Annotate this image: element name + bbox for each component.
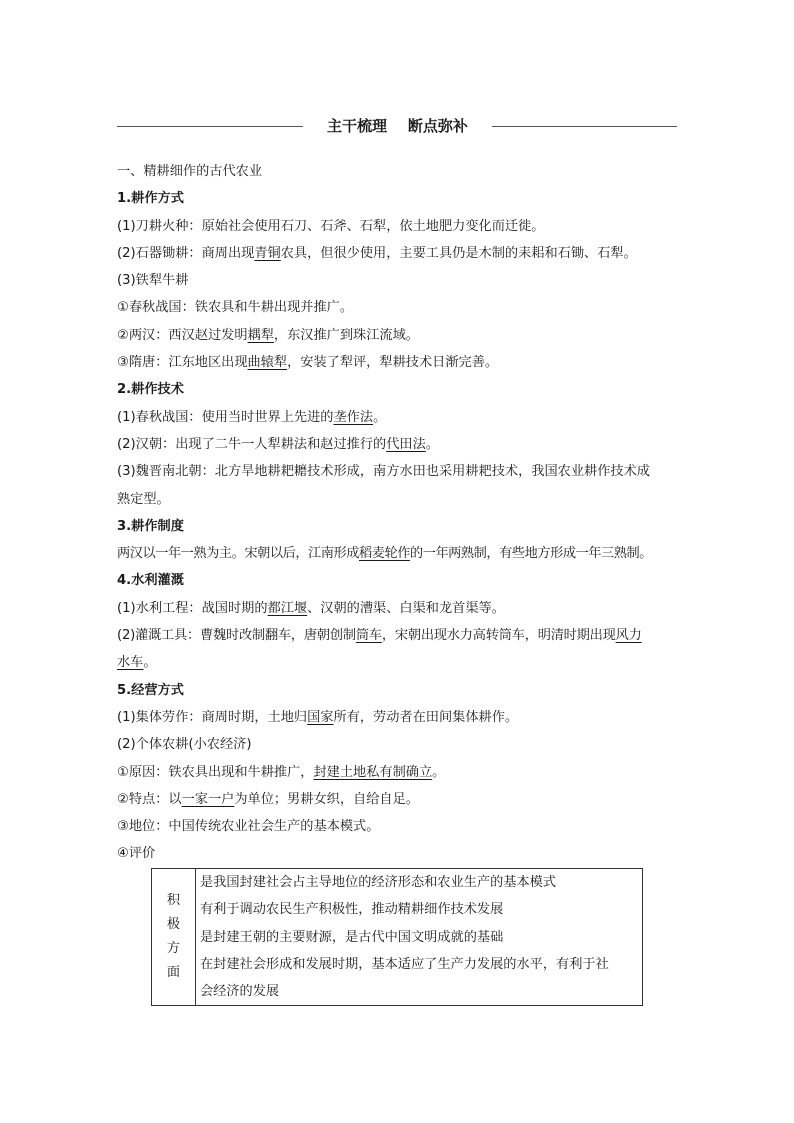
- text-span: 。: [425, 436, 439, 452]
- paragraph-irrigation-tools: [117, 622, 683, 649]
- table-line: 是我国封建社会占主导地位的经济形态和农业生产的基本模式: [200, 875, 557, 890]
- paragraph-ridge-farming: [117, 404, 683, 431]
- text-span: ，安装了犁评，犁耕技术日渐完善。: [287, 355, 499, 371]
- paragraph-features: [117, 786, 683, 813]
- paragraph-status: ③地位：中国传统农业社会生产的基本模式。: [117, 819, 380, 835]
- paragraph-small-farming: (2)个体农耕(小农经济): [117, 737, 252, 753]
- text-span: 、汉朝的漕渠、白渠和龙首渠等。: [307, 600, 505, 616]
- paragraph-evaluation: ④评价: [117, 846, 156, 862]
- table-line: 在封建社会形成和发展时期，基本适应了生产力发展的水平，有利于社: [200, 956, 609, 972]
- header-rule-right: [492, 126, 677, 127]
- paragraph-cause: [117, 759, 683, 786]
- text-span: 。: [143, 655, 157, 671]
- text-span: (2)汉朝：出现了二牛一人犁耕法和赵过推行的: [117, 436, 387, 452]
- table-line: 有利于调动农民生产积极性，推动精耕细作技术发展: [200, 902, 504, 918]
- text-span: 。: [373, 409, 387, 425]
- key-term: 耦犁: [247, 327, 274, 343]
- key-term: 曲辕犁: [247, 355, 288, 371]
- table-line: 是封建王朝的主要财源，是古代中国文明成就的基础: [200, 929, 504, 945]
- text-span: 为单位；男耕女织，自给自足。: [234, 791, 419, 807]
- subsection-heading-management: 5.经营方式: [117, 682, 184, 698]
- key-term: 水车: [117, 655, 144, 671]
- key-term: 一家一户: [181, 791, 235, 807]
- key-term: 青铜: [254, 245, 281, 261]
- label-char: 方: [166, 941, 181, 957]
- key-term: 代田法: [386, 436, 426, 452]
- paragraph-collective-labor: [117, 704, 683, 731]
- label-char: 积: [166, 893, 181, 909]
- paragraph-irrigation-tools-cont: [117, 649, 683, 676]
- table-line: 会经济的发展: [200, 984, 280, 1000]
- subsection-heading-tillage-system: 3.耕作制度: [117, 518, 184, 534]
- paragraph-wei-jin-cont: 熟定型。: [117, 491, 170, 507]
- text-span: 农具，但很少使用，主要工具仍是木制的耒耜和石锄、石犁。: [280, 245, 637, 261]
- paragraph-crop-rotation: [117, 540, 683, 567]
- label-char: 面: [166, 965, 181, 981]
- table-content-cell: [196, 869, 643, 1006]
- text-span: ②特点：以: [117, 791, 182, 807]
- header-rule-left: [117, 126, 303, 127]
- text-span: (2)石器锄耕：商周出现: [117, 245, 255, 261]
- key-term: 国家: [307, 709, 334, 725]
- key-term: 封建土地私有制确立: [313, 764, 433, 780]
- table-label-cell: [152, 869, 196, 1006]
- paragraph-water-projects: [117, 595, 683, 622]
- section-heading: 一、精耕细作的古代农业: [117, 164, 263, 179]
- text-span: 所有，劳动者在田间集体耕作。: [333, 709, 519, 725]
- section-header: [117, 112, 677, 142]
- text-span: (1)水利工程：战国时期的: [117, 600, 268, 616]
- paragraph-sui-tang: [117, 349, 683, 376]
- text-span: ①原因：铁农具出现和牛耕推广，: [117, 764, 314, 780]
- subsection-heading-tillage-methods: 1.耕作方式: [117, 191, 184, 207]
- key-term: 筒车: [355, 628, 382, 644]
- text-span: 的一年两熟制，有些地方形成一年三熟制。: [409, 546, 652, 562]
- text-span: (1)春秋战国：使用当时世界上先进的: [117, 409, 334, 425]
- table-row: [152, 869, 643, 1006]
- subsection-heading-tillage-tech: 2.耕作技术: [117, 382, 184, 398]
- paragraph-slash-burn: (1)刀耕火种：原始社会使用石刀、石斧、石犁，依土地肥力变化而迁徙。: [117, 218, 545, 234]
- paragraph-iron-plough: (3)铁犁牛耕: [117, 273, 189, 289]
- text-span: (1)集体劳作：商周时期，土地归: [117, 709, 308, 725]
- key-term: 垄作法: [333, 409, 374, 425]
- text-span: (2)灌溉工具：曹魏时改制翻车，唐朝创制: [117, 628, 356, 644]
- key-term: 风力: [615, 628, 642, 644]
- paragraph-han: [117, 322, 683, 349]
- text-span: 两汉以一年一熟为主。宋朝以后，江南形成: [117, 546, 360, 562]
- text-span: ，宋朝出现水力高转筒车，明清时期出现: [381, 628, 616, 644]
- evaluation-table: [151, 868, 643, 1006]
- text-span: ③隋唐：江东地区出现: [117, 355, 248, 371]
- paragraph-stone-hoe: [117, 240, 683, 267]
- key-term: 稻麦轮作: [359, 546, 410, 562]
- text-span: ②两汉：西汉赵过发明: [117, 327, 248, 343]
- paragraph-wei-jin: (3)魏晋南北朝：北方旱地耕耙耱技术形成，南方水田也采用耕耙技术，我国农业耕作技术成: [117, 464, 650, 480]
- main-content: [117, 158, 683, 868]
- key-term: 都江堰: [267, 600, 308, 616]
- label-char: 极: [166, 917, 181, 933]
- paragraph-spring-autumn: ①春秋战国：铁农具和牛耕出现并推广。: [117, 300, 354, 316]
- subsection-heading-irrigation: 4.水利灌溉: [117, 573, 184, 589]
- text-span: ，东汉推广到珠江流域。: [273, 327, 419, 343]
- page-title: 主干梳理 断点弥补: [327, 117, 468, 135]
- paragraph-han-tech: [117, 431, 683, 458]
- text-span: 。: [432, 764, 446, 780]
